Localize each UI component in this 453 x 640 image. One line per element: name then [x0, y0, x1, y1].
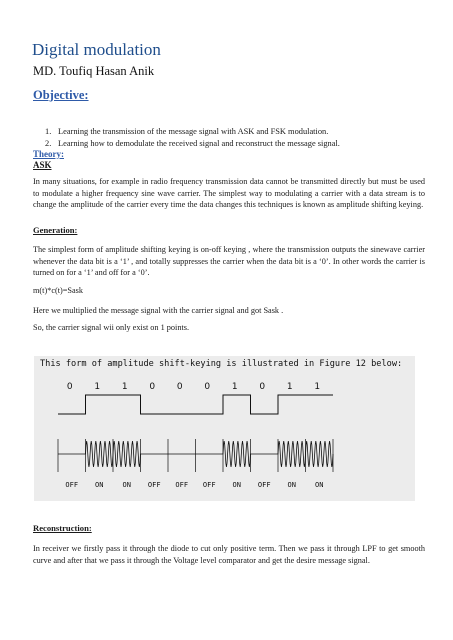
reconstruction-paragraph: In receiver we firstly pass it through the diode to cut only positive term. Then we pass it through LPF to get smooth curve and after that we pass it through the Voltage level comparator and get the desire message signal. [33, 544, 425, 565]
generation-paragraph: The simplest form of amplitude shifting keying is on-off keying , where the transmission outputs the sinewave carrier whenever the data bit is a ‘1’ , and totally suppresses the carrier when the data bit is a ‘0’. In other words the carrier is turned on for a ‘1’ and off for a ‘0’. [33, 245, 425, 278]
ask-waveform-diagram [34, 356, 415, 501]
state-label: OFF [175, 481, 189, 489]
objective-item [45, 138, 425, 150]
bit-label: 1 [314, 382, 321, 392]
ask-paragraph: In many situations, for example in radio frequency transmission data cannot be transmitted directly but must be used to modulate a higher frequency sine wave carrier. The simplest way to modulating a carrier with a data stream is to change the amplitude of the carrier every time the data changes this techniques is known as amplitude shifting keying. [33, 177, 425, 210]
state-label: OFF [257, 481, 271, 489]
state-label: ON [232, 481, 241, 489]
ask-heading: ASK [33, 160, 52, 170]
state-label: ON [315, 481, 324, 489]
generation-line-2: So, the carrier signal wii only exist on 1 points. [33, 323, 190, 332]
objective-list [45, 126, 425, 149]
objective-item [45, 126, 425, 138]
state-label: OFF [147, 481, 161, 489]
bit-label: 0 [66, 382, 73, 392]
objective-item-number: 2. [45, 138, 52, 148]
bit-label: 1 [231, 382, 238, 392]
state-label: ON [95, 481, 104, 489]
state-label: OFF [65, 481, 79, 489]
document-title: Digital modulation [32, 40, 161, 59]
theory-heading: Theory: [33, 149, 64, 159]
state-label: ON [287, 481, 296, 489]
bit-label: 0 [259, 382, 266, 392]
bit-label: 0 [204, 382, 211, 392]
objective-item-number: 1. [45, 127, 52, 136]
modulation-equation: m(t)*c(t)=Sask [33, 286, 84, 295]
author-name: MD. Toufiq Hasan Anik [33, 64, 155, 78]
bit-label: 1 [286, 382, 293, 392]
ask-figure [34, 356, 415, 501]
state-label: OFF [202, 481, 216, 489]
message-square-wave [58, 395, 333, 414]
reconstruction-heading: Reconstruction: [33, 523, 92, 533]
generation-heading: Generation: [33, 225, 78, 235]
bit-label: 0 [176, 382, 183, 392]
objective-heading: Objective: [33, 88, 89, 102]
generation-line-1: Here we multiplied the message signal with the carrier signal and got Sask . [33, 306, 284, 315]
state-label: ON [122, 481, 131, 489]
bit-label: 0 [149, 382, 156, 392]
figure-caption: This form of amplitude shift-keying is illustrated in Figure 12 below: [40, 359, 403, 369]
objective-item-text: Learning how to demodulate the received signal and reconstruct the message signal. [58, 138, 340, 148]
objective-item-text: Learning the transmission of the message signal with ASK and FSK modulation. [58, 127, 329, 136]
bit-label: 1 [121, 382, 128, 392]
bit-label: 1 [94, 382, 101, 392]
